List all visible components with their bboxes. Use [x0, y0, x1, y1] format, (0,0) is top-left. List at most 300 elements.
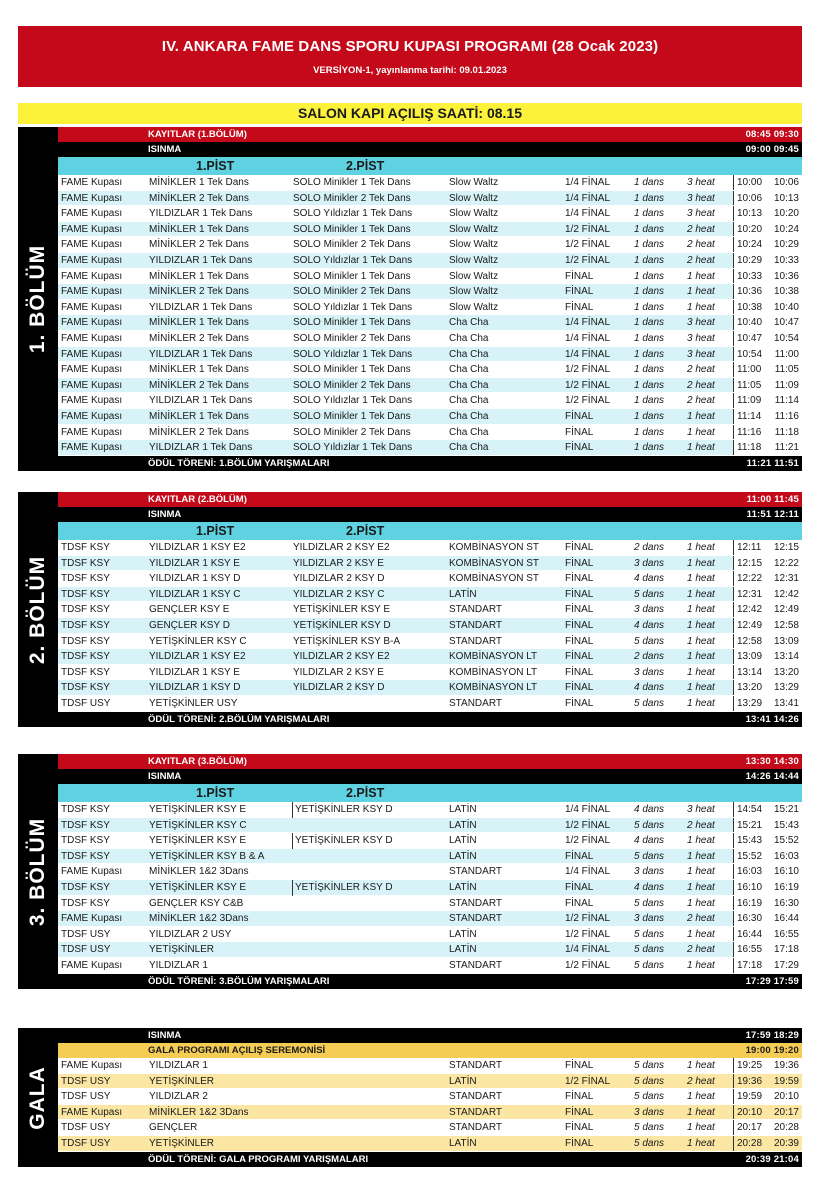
row-category-pist1: YILDIZLAR 1 Tek Dans	[149, 395, 253, 407]
row-org: TDSF USY	[61, 944, 111, 956]
row-org: TDSF USY	[61, 697, 111, 709]
row-category-pist1: YETİŞKİNLER KSY E	[149, 835, 247, 847]
row-dance: LATİN	[449, 850, 477, 862]
registration-bar	[58, 127, 802, 142]
row-dance-count: 3 dans	[634, 666, 665, 678]
row-org: FAME Kupası	[61, 364, 123, 376]
row-start-time: 20:28	[737, 1137, 763, 1149]
row-org: FAME Kupası	[61, 959, 123, 971]
row-category-pist2: YILDIZLAR 2 KSY D	[293, 573, 385, 585]
row-time	[733, 1120, 802, 1135]
schedule-row	[58, 440, 802, 456]
row-category-pist1: YILDIZLAR 1	[149, 959, 208, 971]
registration-bar-label: KAYITLAR (2.BÖLÜM)	[148, 494, 247, 505]
row-time	[733, 833, 802, 848]
row-category-pist2: SOLO Minikler 2 Tek Dans	[293, 426, 411, 438]
row-dance: Cha Cha	[449, 332, 489, 344]
schedule-row	[58, 284, 802, 300]
row-org: TDSF KSY	[61, 850, 110, 862]
row-category-pist1: MİNİKLER 2 Tek Dans	[149, 192, 249, 204]
row-round: FİNAL	[565, 850, 594, 862]
row-category-pist1: YETİŞKİNLER	[149, 1137, 215, 1149]
row-heat-count: 2 heat	[687, 223, 715, 235]
row-org: FAME Kupası	[61, 286, 123, 298]
row-org: TDSF USY	[61, 1075, 111, 1087]
row-time	[733, 1105, 802, 1120]
row-category-pist1: YETİŞKİNLER KSY E	[149, 804, 247, 815]
row-heat-count: 3 heat	[687, 332, 715, 344]
row-org: FAME Kupası	[61, 379, 123, 391]
row-time	[733, 362, 802, 377]
row-dance-count: 1 dans	[634, 410, 665, 422]
row-start-time: 15:43	[737, 835, 763, 847]
row-dance: Slow Waltz	[449, 208, 499, 220]
row-dance-count: 4 dans	[634, 835, 665, 847]
row-org: TDSF KSY	[61, 804, 110, 815]
award-ceremony-bar-time: 20:39 21:04	[745, 1153, 799, 1165]
row-end-time: 10:38	[773, 286, 799, 298]
row-category-pist1: YILDIZLAR 1 Tek Dans	[149, 301, 253, 313]
row-start-time: 19:25	[737, 1060, 763, 1071]
row-heat-count: 1 heat	[687, 1060, 715, 1071]
row-time	[733, 556, 802, 571]
row-org: FAME Kupası	[61, 395, 123, 407]
row-dance: STANDART	[449, 697, 502, 709]
row-heat-count: 2 heat	[687, 239, 715, 251]
section-label-text: 3. BÖLÜM	[26, 817, 49, 926]
row-end-time: 10:20	[773, 208, 799, 220]
warmup-bar	[58, 507, 802, 522]
warmup-bar-label: ISINMA	[148, 144, 182, 155]
row-category-pist2: YETİŞKİNLER KSY E	[293, 604, 391, 616]
row-heat-count: 1 heat	[687, 270, 715, 282]
schedule-row	[58, 618, 802, 634]
row-category-pist2: SOLO Minikler 2 Tek Dans	[293, 332, 411, 344]
schedule-row	[58, 833, 802, 849]
row-end-time: 13:20	[773, 666, 799, 678]
row-dance: Cha Cha	[449, 442, 489, 454]
row-heat-count: 3 heat	[687, 804, 715, 815]
row-category-pist2: YILDIZLAR 2 KSY E2	[293, 542, 390, 553]
row-category-pist2: SOLO Yıldızlar 1 Tek Dans	[293, 301, 413, 313]
row-dance-count: 5 dans	[634, 1075, 665, 1087]
row-org: FAME Kupası	[61, 254, 123, 266]
schedule-row	[58, 1136, 802, 1152]
row-org: FAME Kupası	[61, 348, 123, 360]
row-time	[733, 958, 802, 973]
row-heat-count: 2 heat	[687, 379, 715, 391]
row-category-pist1: MİNİKLER 1 Tek Dans	[149, 317, 249, 329]
row-end-time: 11:09	[774, 379, 799, 391]
row-start-time: 14:54	[737, 804, 763, 815]
row-org: FAME Kupası	[61, 270, 123, 282]
row-start-time: 16:30	[737, 913, 763, 925]
row-org: TDSF USY	[61, 1091, 111, 1103]
row-category-pist1: MİNİKLER 1&2 3Dans	[149, 1106, 249, 1118]
row-end-time: 10:24	[773, 223, 799, 235]
section-3	[18, 754, 802, 989]
award-ceremony-bar	[58, 1152, 802, 1167]
row-start-time: 10:33	[737, 270, 763, 282]
row-round: 1/2 FİNAL	[565, 835, 611, 847]
row-time	[733, 680, 802, 695]
row-start-time: 13:09	[737, 651, 763, 663]
row-time	[733, 634, 802, 649]
row-category-pist1: YILDIZLAR 1 Tek Dans	[149, 254, 253, 266]
row-category-pist2: SOLO Minikler 1 Tek Dans	[293, 270, 411, 282]
row-heat-count: 1 heat	[687, 959, 715, 971]
row-dance: Slow Waltz	[449, 286, 499, 298]
row-dance-count: 1 dans	[634, 177, 665, 188]
row-end-time: 12:15	[773, 542, 799, 553]
schedule-row	[58, 540, 802, 556]
row-category-pist1: MİNİKLER 2 Tek Dans	[149, 426, 249, 438]
row-heat-count: 1 heat	[687, 682, 715, 694]
row-category-pist1: MİNİKLER 1 Tek Dans	[149, 223, 249, 235]
row-category-pist1: YILDIZLAR 2 USY	[149, 928, 232, 940]
row-dance-count: 1 dans	[634, 301, 665, 313]
row-org: TDSF KSY	[61, 619, 110, 631]
row-heat-count: 2 heat	[687, 364, 715, 376]
warmup-bar-label: ISINMA	[148, 509, 182, 520]
row-end-time: 11:18	[774, 426, 799, 438]
row-round: FİNAL	[565, 573, 594, 585]
row-category-pist1: YILDIZLAR 2	[149, 1091, 208, 1103]
row-org: TDSF KSY	[61, 604, 110, 616]
row-org: TDSF KSY	[61, 651, 110, 663]
row-category-pist2: SOLO Minikler 1 Tek Dans	[293, 223, 411, 235]
row-time	[733, 818, 802, 833]
row-end-time: 15:52	[773, 835, 799, 847]
row-dance: STANDART	[449, 866, 502, 878]
row-end-time: 17:18	[773, 944, 799, 956]
page-title: IV. ANKARA FAME DANS SPORU KUPASI PROGRAMI (28 Ocak 2023)	[161, 38, 659, 55]
schedule-row	[58, 587, 802, 603]
row-dance: LATİN	[449, 819, 477, 831]
row-category-pist1: MİNİKLER 1 Tek Dans	[149, 177, 249, 188]
row-time	[733, 1074, 802, 1089]
page-header	[18, 26, 802, 87]
row-dance: Slow Waltz	[449, 177, 499, 188]
row-round: 1/2 FİNAL	[565, 959, 611, 971]
row-category-pist1: YETİŞKİNLER	[149, 1075, 215, 1087]
row-heat-count: 1 heat	[687, 666, 715, 678]
row-end-time: 12:58	[773, 619, 799, 631]
schedule-row	[58, 315, 802, 331]
row-category-pist1: YILDIZLAR 1 KSY D	[149, 573, 241, 585]
row-dance: LATİN	[449, 928, 477, 940]
row-round: FİNAL	[565, 286, 594, 298]
row-round: 1/4 FİNAL	[565, 332, 611, 344]
row-category-pist2: YILDIZLAR 2 KSY E	[293, 666, 384, 678]
row-dance: KOMBİNASYON ST	[449, 557, 540, 569]
row-start-time: 13:20	[737, 682, 763, 694]
registration-bar-time: 11:00 11:45	[746, 494, 799, 505]
row-start-time: 10:29	[737, 254, 763, 266]
row-dance: KOMBİNASYON LT	[449, 682, 538, 694]
row-end-time: 16:19	[773, 881, 799, 893]
row-heat-count: 2 heat	[687, 395, 715, 407]
pist-1-label: 1.PİST	[196, 524, 235, 538]
row-dance-count: 5 dans	[634, 1060, 665, 1071]
row-dance: Slow Waltz	[449, 270, 499, 282]
row-dance: STANDART	[449, 959, 502, 971]
row-round: FİNAL	[565, 635, 594, 647]
schedule-row	[58, 556, 802, 572]
row-round: 1/2 FİNAL	[565, 254, 611, 266]
row-category-pist1: MİNİKLER 1&2 3Dans	[149, 913, 249, 925]
award-ceremony-bar-time: 13:41 14:26	[745, 713, 799, 725]
row-org: FAME Kupası	[61, 410, 123, 422]
schedule-row	[58, 880, 802, 896]
row-heat-count: 1 heat	[687, 897, 715, 909]
row-start-time: 10:13	[737, 208, 763, 220]
row-heat-count: 1 heat	[687, 410, 715, 422]
row-round: FİNAL	[565, 697, 594, 709]
row-time	[733, 896, 802, 911]
row-time	[733, 911, 802, 926]
row-time	[733, 1089, 802, 1104]
row-heat-count: 1 heat	[687, 850, 715, 862]
row-start-time: 12:15	[737, 557, 763, 569]
schedule-row	[58, 175, 802, 191]
row-end-time: 10:33	[773, 254, 799, 266]
row-category-pist2: SOLO Minikler 2 Tek Dans	[293, 239, 411, 251]
row-time	[733, 618, 802, 633]
row-dance-count: 5 dans	[634, 850, 665, 862]
row-dance-count: 5 dans	[634, 1122, 665, 1134]
row-dance-count: 1 dans	[634, 239, 665, 251]
pist-2-label: 2.PİST	[346, 524, 385, 538]
schedule-row	[58, 602, 802, 618]
row-org: TDSF USY	[61, 1122, 111, 1134]
row-end-time: 17:29	[773, 959, 799, 971]
row-org: TDSF KSY	[61, 897, 110, 909]
row-end-time: 10:29	[773, 239, 799, 251]
schedule-row	[58, 1120, 802, 1136]
row-dance-count: 4 dans	[634, 881, 665, 893]
row-start-time: 15:21	[737, 819, 763, 831]
row-category-pist2: SOLO Minikler 1 Tek Dans	[293, 317, 411, 329]
row-end-time: 12:49	[773, 604, 799, 616]
row-heat-count: 3 heat	[687, 177, 715, 188]
award-ceremony-bar-label: ÖDÜL TÖRENİ: 2.BÖLÜM YARIŞMALARI	[148, 713, 330, 725]
warmup-bar-time: 14:26 14:44	[745, 771, 799, 782]
row-dance-count: 1 dans	[634, 286, 665, 298]
row-dance: STANDART	[449, 897, 502, 909]
row-round: FİNAL	[565, 666, 594, 678]
row-end-time: 16:55	[773, 928, 799, 940]
row-category-pist2: YETİŞKİNLER KSY B-A	[293, 635, 401, 647]
row-org: TDSF KSY	[61, 542, 110, 553]
row-start-time: 16:19	[737, 897, 763, 909]
row-heat-count: 2 heat	[687, 913, 715, 925]
row-end-time: 19:36	[773, 1060, 799, 1071]
row-category-pist2: YETİŞKİNLER KSY D	[293, 619, 391, 631]
row-end-time: 15:43	[773, 819, 799, 831]
row-end-time: 16:30	[773, 897, 799, 909]
section-label-text: 2. BÖLÜM	[26, 555, 49, 664]
row-dance-count: 1 dans	[634, 270, 665, 282]
row-dance: LATİN	[449, 944, 477, 956]
section-label-text: 1. BÖLÜM	[26, 244, 49, 354]
row-dance: LATİN	[449, 1137, 477, 1149]
row-category-pist1: YILDIZLAR 1 KSY E2	[149, 651, 246, 663]
row-start-time: 10:40	[737, 317, 763, 329]
section-rows	[58, 127, 802, 471]
row-dance-count: 1 dans	[634, 348, 665, 360]
schedule-row	[58, 331, 802, 347]
row-dance: KOMBİNASYON ST	[449, 542, 540, 553]
row-heat-count: 3 heat	[687, 348, 715, 360]
row-end-time: 16:44	[773, 913, 799, 925]
row-heat-count: 1 heat	[687, 1106, 715, 1118]
row-start-time: 10:06	[737, 192, 763, 204]
row-dance-count: 1 dans	[634, 317, 665, 329]
row-category-pist2: SOLO Yıldızlar 1 Tek Dans	[293, 208, 413, 220]
row-dance-count: 5 dans	[634, 819, 665, 831]
row-time	[733, 571, 802, 586]
row-round: FİNAL	[565, 881, 594, 893]
row-org: FAME Kupası	[61, 1106, 123, 1118]
row-heat-count: 1 heat	[687, 835, 715, 847]
warmup-bar	[58, 142, 802, 157]
row-heat-count: 3 heat	[687, 317, 715, 329]
row-time	[733, 587, 802, 602]
schedule-row	[58, 362, 802, 378]
row-category-pist1: GENÇLER KSY D	[149, 619, 230, 631]
row-dance-count: 2 dans	[634, 542, 665, 553]
row-round: 1/2 FİNAL	[565, 1075, 611, 1087]
row-dance-count: 4 dans	[634, 682, 665, 694]
row-round: FİNAL	[565, 1060, 594, 1071]
row-time	[733, 802, 802, 817]
row-dance: Cha Cha	[449, 348, 489, 360]
row-heat-count: 2 heat	[687, 254, 715, 266]
row-time	[733, 269, 802, 284]
row-category-pist1: GENÇLER	[149, 1122, 198, 1134]
row-time	[733, 665, 802, 680]
row-end-time: 10:06	[773, 177, 799, 188]
row-dance: LATİN	[449, 588, 477, 600]
row-category-pist1: YILDIZLAR 1 Tek Dans	[149, 208, 253, 220]
row-category-pist1: YILDIZLAR 1 KSY E	[149, 666, 240, 678]
row-dance: LATİN	[449, 835, 477, 847]
schedule-row	[58, 378, 802, 394]
warmup-bar-label: ISINMA	[148, 1030, 182, 1041]
schedule-row	[58, 680, 802, 696]
section-label-text: GALA	[26, 1065, 49, 1130]
row-start-time: 16:10	[737, 881, 763, 893]
row-heat-count: 1 heat	[687, 588, 715, 600]
row-end-time: 20:17	[773, 1106, 799, 1118]
row-heat-count: 1 heat	[687, 866, 715, 878]
row-end-time: 10:54	[773, 332, 799, 344]
row-dance: STANDART	[449, 619, 502, 631]
row-org: FAME Kupası	[61, 332, 123, 344]
row-category-pist2: YILDIZLAR 2 KSY E2	[293, 651, 390, 663]
row-dance-count: 1 dans	[634, 426, 665, 438]
row-start-time: 17:18	[737, 959, 763, 971]
row-time	[733, 880, 802, 895]
schedule-row	[58, 571, 802, 587]
row-start-time: 16:44	[737, 928, 763, 940]
row-start-time: 20:10	[737, 1106, 763, 1118]
registration-bar-time: 13:30 14:30	[745, 756, 799, 767]
row-start-time: 12:31	[737, 588, 763, 600]
pist-2-label: 2.PİST	[346, 786, 385, 800]
row-dance: STANDART	[449, 635, 502, 647]
row-time	[733, 222, 802, 237]
row-round: 1/2 FİNAL	[565, 913, 611, 925]
row-org: FAME Kupası	[61, 866, 123, 878]
row-category-pist1: MİNİKLER 1 Tek Dans	[149, 364, 249, 376]
row-round: FİNAL	[565, 1137, 594, 1149]
pist-2-label: 2.PİST	[346, 159, 385, 173]
warmup-bar-time: 09:00 09:45	[745, 144, 799, 155]
row-heat-count: 1 heat	[687, 426, 715, 438]
row-end-time: 20:10	[773, 1091, 799, 1103]
row-dance-count: 4 dans	[634, 573, 665, 585]
schedule-row	[58, 206, 802, 222]
row-start-time: 12:58	[737, 635, 763, 647]
registration-bar-label: KAYITLAR (3.BÖLÜM)	[148, 756, 247, 767]
warmup-bar-time: 11:51 12:11	[746, 509, 799, 520]
row-start-time: 10:47	[737, 332, 763, 344]
row-category-pist2: SOLO Minikler 1 Tek Dans	[293, 177, 411, 188]
row-dance: Slow Waltz	[449, 223, 499, 235]
row-org: FAME Kupası	[61, 442, 123, 454]
row-end-time: 10:40	[773, 301, 799, 313]
row-heat-count: 1 heat	[687, 286, 715, 298]
schedule-row	[58, 1074, 802, 1090]
row-heat-count: 3 heat	[687, 192, 715, 204]
row-category-pist1: MİNİKLER 2 Tek Dans	[149, 286, 249, 298]
row-dance-count: 5 dans	[634, 928, 665, 940]
row-org: FAME Kupası	[61, 1060, 123, 1071]
row-org: FAME Kupası	[61, 913, 123, 925]
row-org: TDSF KSY	[61, 819, 110, 831]
row-dance: STANDART	[449, 604, 502, 616]
row-org: TDSF KSY	[61, 682, 110, 694]
row-end-time: 20:39	[773, 1137, 799, 1149]
row-heat-count: 1 heat	[687, 651, 715, 663]
row-round: 1/4 FİNAL	[565, 317, 611, 329]
row-round: FİNAL	[565, 588, 594, 600]
row-dance-count: 1 dans	[634, 379, 665, 391]
row-org: TDSF KSY	[61, 666, 110, 678]
row-dance-count: 1 dans	[634, 442, 665, 454]
row-category-pist2: SOLO Minikler 1 Tek Dans	[293, 364, 411, 376]
row-time	[733, 315, 802, 330]
row-category-pist1: YILDIZLAR 1 KSY D	[149, 682, 241, 694]
row-org: FAME Kupası	[61, 317, 123, 329]
row-end-time: 15:21	[773, 804, 799, 815]
row-category-pist1: YILDIZLAR 1 KSY E	[149, 557, 240, 569]
schedule-row	[58, 849, 802, 865]
warmup-bar	[58, 769, 802, 784]
row-end-time: 12:22	[773, 557, 799, 569]
row-start-time: 10:36	[737, 286, 763, 298]
row-round: FİNAL	[565, 651, 594, 663]
schedule-row	[58, 393, 802, 409]
row-dance-count: 5 dans	[634, 635, 665, 647]
row-round: 1/2 FİNAL	[565, 819, 611, 831]
row-round: 1/4 FİNAL	[565, 208, 611, 220]
row-end-time: 12:42	[773, 588, 799, 600]
row-heat-count: 3 heat	[687, 208, 715, 220]
pist-1-label: 1.PİST	[196, 159, 235, 173]
